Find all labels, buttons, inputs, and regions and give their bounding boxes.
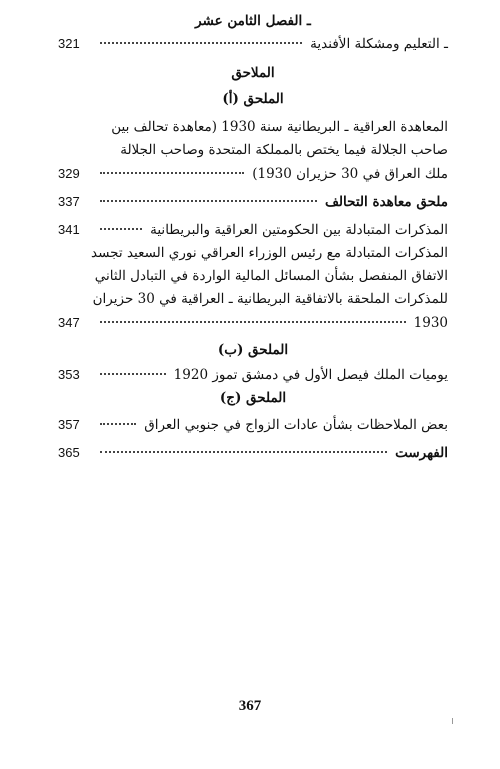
toc-entry-faisal-diaries [58, 363, 448, 387]
table-of-contents [58, 10, 448, 465]
toc-entry-page: 337 [58, 194, 80, 209]
toc-entry-page: 357 [58, 417, 80, 432]
toc-entry-page: 347 [58, 315, 80, 330]
toc-entry-line: ملك العراق في 30 حزيران 1930) [252, 166, 448, 182]
toc-entry-line: الاتفاق المنفصل بشأن المسائل المالية الواردة في التبادل الثاني [94, 268, 448, 284]
appendix-c-heading: الملحق (ج) [219, 390, 287, 406]
toc-entry-treaty [58, 116, 448, 186]
toc-entry-nuri-notes [58, 242, 448, 335]
toc-entry-marriage-customs [58, 413, 448, 437]
dot-leader [100, 423, 136, 425]
toc-entry-line: صاحب الجلالة فيما يختص بالمملكة المتحدة وصاحب الجلالة [120, 142, 448, 158]
toc-entry-title: بعض الملاحظات بشأن عادات الزواج في جنوبي العراق [144, 417, 448, 433]
dot-leader [100, 228, 142, 230]
toc-entry-title: ملحق معاهدة التحالف [324, 194, 448, 210]
toc-entry-treaty-annex [58, 190, 448, 214]
toc-entry-line: 1930 [413, 315, 448, 331]
print-mark [452, 718, 457, 724]
dot-leader [100, 451, 387, 453]
dot-leader [100, 373, 166, 375]
chapter-18-heading: ـ الفصل الثامن عشر [195, 13, 311, 29]
dot-leader [100, 42, 302, 44]
toc-entry-exchanged-notes [58, 218, 448, 242]
toc-entry-education [58, 32, 448, 56]
dot-leader [100, 321, 406, 323]
toc-entry-page: 321 [58, 36, 80, 51]
toc-entry-title: المذكرات المتبادلة بين الحكومتين العراقية والبريطانية [150, 222, 448, 238]
toc-entry-index [58, 441, 448, 465]
toc-entry-title: ـ التعليم ومشكلة الأفندية [310, 36, 448, 52]
appendix-a-heading: الملحق (أ) [222, 91, 284, 107]
toc-entry-title: الفهرست [395, 445, 448, 461]
toc-entry-page: 341 [58, 222, 80, 237]
page-number: 367 [238, 698, 262, 714]
toc-entry-line: للمذكرات الملحقة بالاتفاقية البريطانية ـ العراقية في 30 حزيران [92, 291, 448, 307]
dot-leader [100, 200, 317, 202]
dot-leader [100, 172, 244, 174]
appendix-b-heading: الملحق (ب) [217, 342, 289, 358]
toc-entry-title: يوميات الملك فيصل الأول في دمشق تموز 1920 [173, 367, 448, 383]
toc-entry-page: 329 [58, 166, 80, 181]
toc-entry-line: المذكرات المتبادلة مع رئيس الوزراء العراقي نوري السعيد تجسد [91, 245, 448, 261]
toc-entry-page: 365 [58, 445, 80, 460]
toc-entry-page: 353 [58, 367, 80, 382]
appendices-heading: الملاحق [231, 65, 275, 81]
toc-entry-line: المعاهدة العراقية ـ البريطانية سنة 1930 (معاهدة تحالف بين [111, 119, 448, 135]
